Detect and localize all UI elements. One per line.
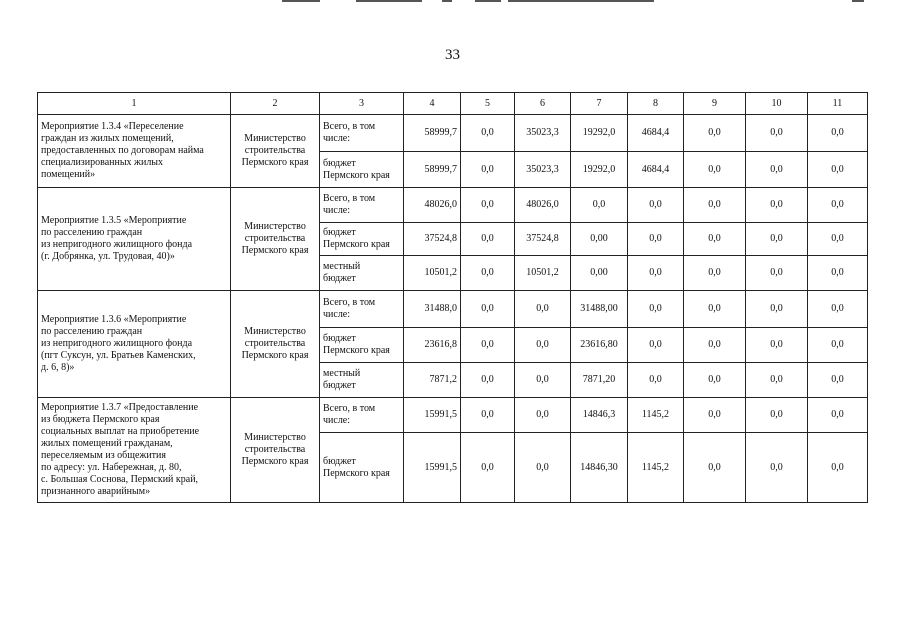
text-line: (пгт Суксун, ул. Братьев Каменских, bbox=[41, 350, 196, 361]
executor-cell bbox=[231, 398, 320, 503]
text-line: Министерство bbox=[244, 326, 306, 337]
text-line: Министерство bbox=[244, 133, 306, 144]
text-line: по расселению граждан bbox=[41, 227, 143, 238]
value-cell-col-9: 0,0 bbox=[684, 256, 746, 291]
value-cell-col-7: 14846,3 bbox=[571, 398, 628, 433]
value-cell-col-5: 0,0 bbox=[461, 115, 515, 152]
text-line: с. Большая Соснова, Пермский край, bbox=[41, 474, 199, 485]
text-line: бюджет bbox=[323, 455, 356, 467]
text-line: специализированных жилых bbox=[41, 157, 164, 168]
value-cell-col-8: 0,0 bbox=[628, 256, 684, 291]
funding-source-cell bbox=[320, 328, 404, 363]
text-line: Всего, в том bbox=[323, 403, 376, 414]
funding-source-cell bbox=[320, 223, 404, 256]
page-number: 33 bbox=[445, 47, 460, 63]
event-title-cell bbox=[38, 115, 231, 188]
value-cell-col-4: 58999,7 bbox=[404, 115, 461, 152]
scan-top-marks bbox=[0, 0, 905, 4]
value-cell-col-5: 0,0 bbox=[461, 363, 515, 398]
value-cell-col-10: 0,0 bbox=[746, 398, 808, 433]
value-cell-col-10: 0,0 bbox=[746, 115, 808, 152]
text-line: Пермского края bbox=[241, 245, 309, 256]
funding-source-cell bbox=[320, 433, 404, 503]
text-line: числе: bbox=[323, 415, 351, 426]
header-row bbox=[38, 93, 868, 115]
value-cell-col-6: 48026,0 bbox=[515, 188, 571, 223]
text-line: помещений» bbox=[41, 169, 96, 180]
value-cell-col-11: 0,0 bbox=[808, 152, 868, 188]
value-cell-col-10: 0,0 bbox=[746, 152, 808, 188]
funding-source-cell bbox=[320, 363, 404, 398]
value-cell-col-6: 0,0 bbox=[515, 433, 571, 503]
value-cell-col-5: 0,0 bbox=[461, 291, 515, 328]
value-cell-col-11: 0,0 bbox=[808, 398, 868, 433]
text-line: бюджет bbox=[323, 227, 356, 238]
value-cell-col-4: 48026,0 bbox=[404, 188, 461, 223]
value-cell-col-9: 0,0 bbox=[684, 363, 746, 398]
text-line: строительства bbox=[244, 233, 306, 244]
text-line: из непригодного жилищного фонда bbox=[41, 239, 193, 250]
value-cell-col-10: 0,0 bbox=[746, 256, 808, 291]
value-cell-col-8: 0,0 bbox=[628, 188, 684, 223]
event-title-cell bbox=[38, 398, 231, 503]
value-cell-col-9: 0,0 bbox=[684, 188, 746, 223]
header-cell-5: 5 bbox=[461, 93, 515, 115]
executor-cell bbox=[231, 115, 320, 188]
text-line: Пермского края bbox=[241, 157, 309, 168]
text-line: Пермского края bbox=[323, 467, 390, 479]
header-cell-1: 1 bbox=[38, 93, 231, 115]
value-cell-col-8: 4684,4 bbox=[628, 115, 684, 152]
value-cell-col-5: 0,0 bbox=[461, 152, 515, 188]
value-cell-col-7: 0,0 bbox=[571, 188, 628, 223]
value-cell-col-7: 19292,0 bbox=[571, 115, 628, 152]
text-line: социальных выплат на приобретение bbox=[41, 426, 200, 437]
value-cell-col-6: 0,0 bbox=[515, 398, 571, 433]
text-line: Всего, в том bbox=[323, 297, 376, 308]
value-cell-col-11: 0,0 bbox=[808, 188, 868, 223]
value-cell-col-4: 31488,0 bbox=[404, 291, 461, 328]
value-cell-col-6: 35023,3 bbox=[515, 152, 571, 188]
text-line: из непригодного жилищного фонда bbox=[41, 338, 193, 349]
text-line: бюджет bbox=[323, 157, 356, 169]
text-line: признанного аварийным» bbox=[41, 486, 151, 497]
text-line: переселяемым из общежития bbox=[41, 450, 166, 461]
value-cell-col-11: 0,0 bbox=[808, 433, 868, 503]
value-cell-col-4: 10501,2 bbox=[404, 256, 461, 291]
text-line: граждан из жилых помещений, bbox=[41, 133, 174, 144]
value-cell-col-10: 0,0 bbox=[746, 328, 808, 363]
text-line: числе: bbox=[323, 309, 351, 320]
table-body bbox=[38, 93, 868, 503]
text-line: Пермского края bbox=[241, 456, 309, 467]
value-cell-col-5: 0,0 bbox=[461, 433, 515, 503]
value-cell-col-4: 7871,2 bbox=[404, 363, 461, 398]
header-cell-3: 3 bbox=[320, 93, 404, 115]
value-cell-col-4: 15991,5 bbox=[404, 398, 461, 433]
value-cell-col-6: 35023,3 bbox=[515, 115, 571, 152]
value-cell-col-5: 0,0 bbox=[461, 398, 515, 433]
value-cell-col-11: 0,0 bbox=[808, 256, 868, 291]
value-cell-col-11: 0,0 bbox=[808, 223, 868, 256]
text-line: Пермского края bbox=[323, 169, 390, 181]
table-row bbox=[38, 398, 868, 433]
table-row bbox=[38, 291, 868, 328]
value-cell-col-10: 0,0 bbox=[746, 291, 808, 328]
value-cell-col-8: 0,0 bbox=[628, 328, 684, 363]
executor-cell bbox=[231, 291, 320, 398]
text-line: Всего, в том bbox=[323, 193, 376, 204]
text-line: строительства bbox=[244, 338, 306, 349]
value-cell-col-5: 0,0 bbox=[461, 223, 515, 256]
table-row bbox=[38, 188, 868, 223]
value-cell-col-4: 58999,7 bbox=[404, 152, 461, 188]
value-cell-col-7: 0,00 bbox=[571, 256, 628, 291]
value-cell-col-9: 0,0 bbox=[684, 328, 746, 363]
text-line: местный bbox=[323, 261, 361, 272]
value-cell-col-7: 7871,20 bbox=[571, 363, 628, 398]
value-cell-col-9: 0,0 bbox=[684, 433, 746, 503]
text-line: (г. Добрянка, ул. Трудовая, 40)» bbox=[41, 251, 175, 262]
value-cell-col-8: 1145,2 bbox=[628, 398, 684, 433]
text-line: из бюджета Пермского края bbox=[41, 414, 160, 425]
event-title-cell bbox=[38, 188, 231, 291]
text-line: числе: bbox=[323, 133, 351, 144]
value-cell-col-8: 0,0 bbox=[628, 363, 684, 398]
text-line: по адресу: ул. Набережная, д. 80, bbox=[41, 462, 182, 473]
text-line: Пермского края bbox=[241, 350, 309, 361]
value-cell-col-6: 0,0 bbox=[515, 328, 571, 363]
text-line: Мероприятие 1.3.5 «Мероприятие bbox=[41, 215, 187, 226]
value-cell-col-11: 0,0 bbox=[808, 115, 868, 152]
text-line: жилых помещений гражданам, bbox=[41, 438, 173, 449]
value-cell-col-10: 0,0 bbox=[746, 363, 808, 398]
text-line: Пермского края bbox=[323, 345, 390, 356]
funding-source-cell bbox=[320, 188, 404, 223]
header-cell-7: 7 bbox=[571, 93, 628, 115]
text-line: Министерство bbox=[244, 221, 306, 232]
value-cell-col-8: 0,0 bbox=[628, 291, 684, 328]
funding-table bbox=[37, 92, 868, 503]
text-line: бюджет bbox=[323, 333, 356, 344]
value-cell-col-6: 0,0 bbox=[515, 291, 571, 328]
funding-source-cell bbox=[320, 256, 404, 291]
text-line: Мероприятие 1.3.6 «Мероприятие bbox=[41, 314, 187, 325]
value-cell-col-7: 23616,80 bbox=[571, 328, 628, 363]
funding-source-cell bbox=[320, 291, 404, 328]
header-cell-9: 9 bbox=[684, 93, 746, 115]
value-cell-col-7: 19292,0 bbox=[571, 152, 628, 188]
value-cell-col-4: 37524,8 bbox=[404, 223, 461, 256]
text-line: Всего, в том bbox=[323, 121, 376, 132]
text-line: Мероприятие 1.3.4 «Переселение bbox=[41, 121, 184, 132]
value-cell-col-11: 0,0 bbox=[808, 363, 868, 398]
value-cell-col-5: 0,0 bbox=[461, 256, 515, 291]
value-cell-col-8: 4684,4 bbox=[628, 152, 684, 188]
funding-source-cell bbox=[320, 152, 404, 188]
value-cell-col-9: 0,0 bbox=[684, 398, 746, 433]
value-cell-col-6: 0,0 bbox=[515, 363, 571, 398]
table-row bbox=[38, 115, 868, 152]
header-cell-6: 6 bbox=[515, 93, 571, 115]
value-cell-col-8: 0,0 bbox=[628, 223, 684, 256]
value-cell-col-4: 15991,5 bbox=[404, 433, 461, 503]
value-cell-col-4: 23616,8 bbox=[404, 328, 461, 363]
text-line: числе: bbox=[323, 205, 351, 216]
value-cell-col-9: 0,0 bbox=[684, 291, 746, 328]
value-cell-col-7: 0,00 bbox=[571, 223, 628, 256]
header-cell-11: 11 bbox=[808, 93, 868, 115]
value-cell-col-9: 0,0 bbox=[684, 223, 746, 256]
text-line: предоставленных по договорам найма bbox=[41, 145, 204, 156]
value-cell-col-7: 31488,00 bbox=[571, 291, 628, 328]
value-cell-col-10: 0,0 bbox=[746, 188, 808, 223]
value-cell-col-9: 0,0 bbox=[684, 115, 746, 152]
event-title-cell bbox=[38, 291, 231, 398]
text-line: бюджет bbox=[323, 273, 356, 284]
text-line: Пермского края bbox=[323, 239, 390, 250]
value-cell-col-5: 0,0 bbox=[461, 328, 515, 363]
text-line: по расселению граждан bbox=[41, 326, 143, 337]
text-line: д. 6, 8)» bbox=[41, 362, 75, 373]
value-cell-col-5: 0,0 bbox=[461, 188, 515, 223]
value-cell-col-6: 10501,2 bbox=[515, 256, 571, 291]
text-line: бюджет bbox=[323, 380, 356, 391]
value-cell-col-6: 37524,8 bbox=[515, 223, 571, 256]
value-cell-col-7: 14846,30 bbox=[571, 433, 628, 503]
text-line: строительства bbox=[244, 444, 306, 455]
funding-source-cell bbox=[320, 115, 404, 152]
executor-cell bbox=[231, 188, 320, 291]
value-cell-col-9: 0,0 bbox=[684, 152, 746, 188]
header-cell-4: 4 bbox=[404, 93, 461, 115]
header-cell-2: 2 bbox=[231, 93, 320, 115]
header-cell-8: 8 bbox=[628, 93, 684, 115]
text-line: местный bbox=[323, 368, 361, 379]
value-cell-col-8: 1145,2 bbox=[628, 433, 684, 503]
value-cell-col-11: 0,0 bbox=[808, 328, 868, 363]
value-cell-col-11: 0,0 bbox=[808, 291, 868, 328]
value-cell-col-10: 0,0 bbox=[746, 433, 808, 503]
value-cell-col-10: 0,0 bbox=[746, 223, 808, 256]
text-line: Мероприятие 1.3.7 «Предоставление bbox=[41, 402, 199, 413]
text-line: строительства bbox=[244, 145, 306, 156]
header-cell-10: 10 bbox=[746, 93, 808, 115]
text-line: Министерство bbox=[244, 432, 306, 443]
funding-source-cell bbox=[320, 398, 404, 433]
